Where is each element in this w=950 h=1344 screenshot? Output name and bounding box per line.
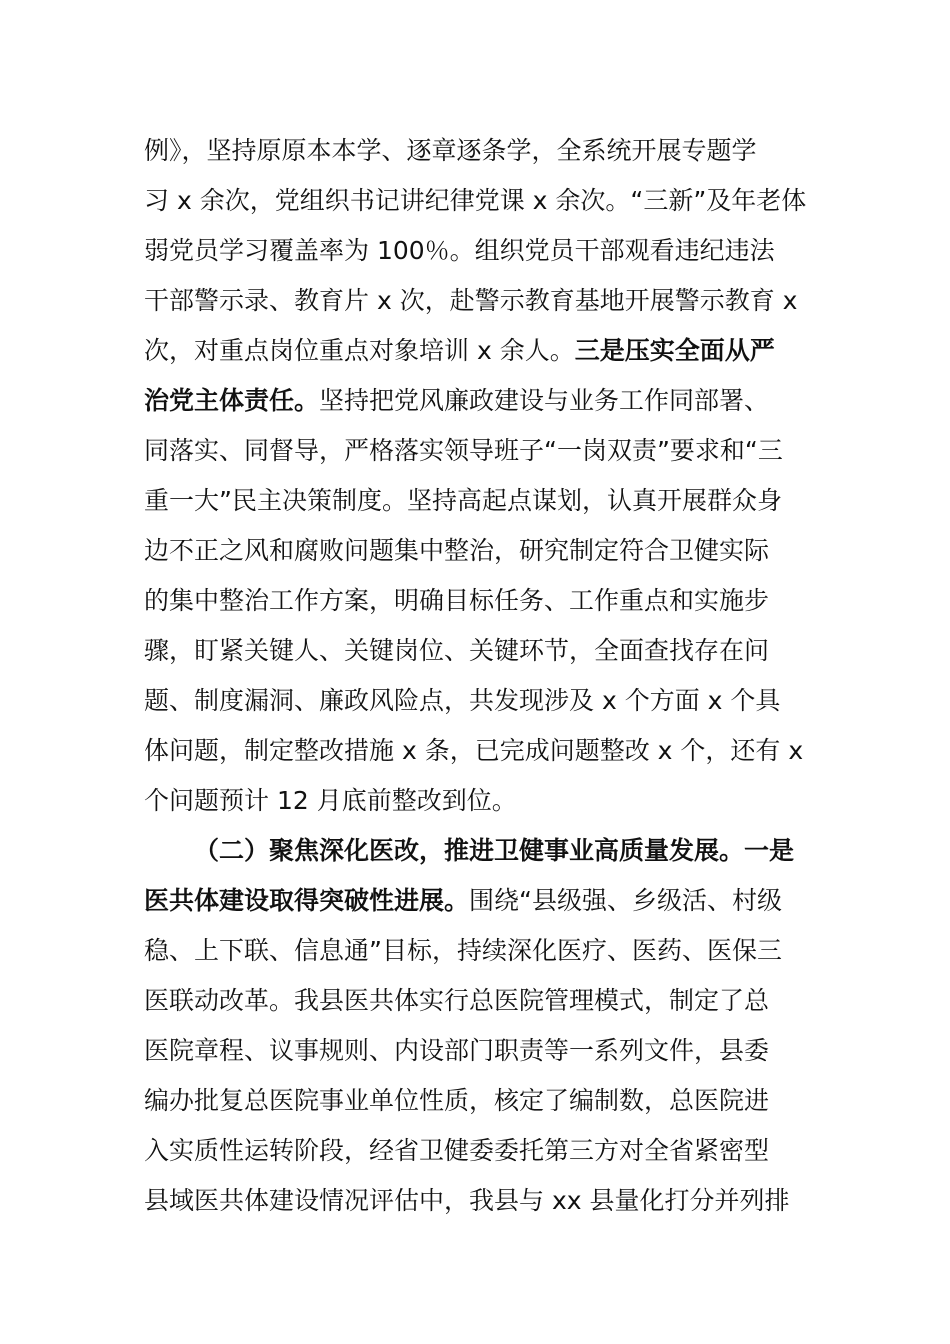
body-text	[144, 126, 824, 1226]
text-line	[144, 1126, 824, 1176]
text-line	[144, 976, 824, 1026]
text-run: 次，对重点岗位重点对象培训 x 余人。	[144, 336, 575, 365]
text-line	[144, 926, 824, 976]
text-run: 弱党员学习覆盖率为 100％。组织党员干部观看违纪违法	[144, 236, 775, 265]
text-line	[144, 726, 824, 776]
text-run: 重一大”民主决策制度。坚持高起点谋划，认真开展群众身	[144, 486, 782, 515]
text-run: 入实质性运转阶段，经省卫健委委托第三方对全省紧密型	[144, 1136, 770, 1165]
text-line	[144, 126, 824, 176]
text-line	[144, 276, 824, 326]
text-run: 边不正之风和腐败问题集中整治，研究制定符合卫健实际	[144, 536, 770, 565]
text-run: 编办批复总医院事业单位性质，核定了编制数，总医院进	[144, 1086, 770, 1115]
text-line	[144, 626, 824, 676]
text-run: 干部警示录、教育片 x 次，赴警示教育基地开展警示教育 x	[144, 286, 798, 315]
text-line	[144, 1026, 824, 1076]
text-run: 题、制度漏洞、廉政风险点，共发现涉及 x 个方面 x 个具	[144, 686, 781, 715]
text-run: 习 x 余次，党组织书记讲纪律党课 x 余次。“三新”及年老体	[144, 186, 807, 215]
text-line	[144, 326, 824, 376]
text-run: 的集中整治工作方案，明确目标任务、工作重点和实施步	[144, 586, 770, 615]
text-run: 体问题，制定整改措施 x 条，已完成问题整改 x 个，还有 x	[144, 736, 804, 765]
text-line	[144, 526, 824, 576]
bold-heading-run: 医共体建设取得突破性进展。	[144, 886, 470, 915]
text-line	[144, 1076, 824, 1126]
text-run: 围绕“县级强、乡级活、村级	[469, 886, 782, 915]
text-line	[144, 376, 824, 426]
section-heading: （二）聚焦深化医改，推进卫健事业高质量发展。一是	[194, 836, 795, 865]
bold-heading-run: 三是压实全面从严	[574, 336, 775, 365]
text-line	[144, 1176, 824, 1226]
text-line	[144, 576, 824, 626]
text-line	[144, 876, 824, 926]
text-run: 坚持把党风廉政建设与业务工作同部署、	[319, 386, 770, 415]
text-run: 医院章程、议事规则、内设部门职责等一系列文件，县委	[144, 1036, 770, 1065]
text-run: 稳、上下联、信息通”目标，持续深化医疗、医药、医保三	[144, 936, 782, 965]
text-run: 同落实、同督导，严格落实领导班子“一岗双责”要求和“三	[144, 436, 783, 465]
text-run: 个问题预计 12 月底前整改到位。	[144, 786, 517, 815]
text-line	[144, 676, 824, 726]
text-line	[144, 226, 824, 276]
text-line	[144, 176, 824, 226]
text-line	[144, 426, 824, 476]
bold-heading-run: 治党主体责任。	[144, 386, 320, 415]
text-run: 医联动改革。我县医共体实行总医院管理模式，制定了总	[144, 986, 770, 1015]
text-run: 骤，盯紧关键人、关键岗位、关键环节，全面查找存在问	[144, 636, 770, 665]
text-run: 例》，坚持原原本本学、逐章逐条学，全系统开展专题学	[144, 136, 757, 165]
text-line	[144, 476, 824, 526]
text-line	[144, 776, 824, 826]
text-run: 县域医共体建设情况评估中，我县与 xx 县量化打分并列排	[144, 1186, 790, 1215]
section-heading-line	[144, 826, 824, 876]
